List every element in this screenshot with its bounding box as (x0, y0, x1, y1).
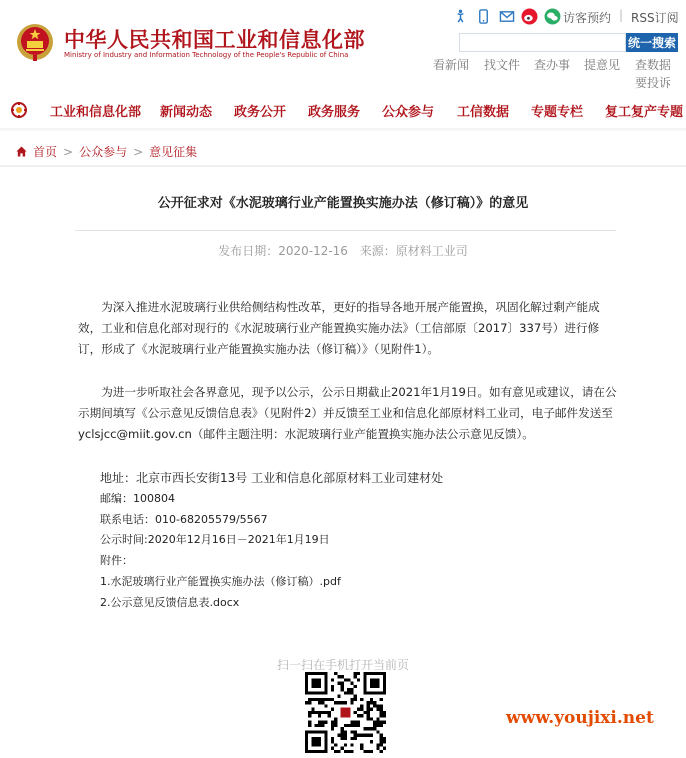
nav-item-topics[interactable]: 专题专栏 (531, 105, 584, 120)
qr-code-icon (305, 672, 386, 753)
attachment-link-1[interactable]: 1.水泥玻璃行业产能置换实施办法（修订稿）.pdf (100, 575, 341, 588)
breadcrumb-public-participation[interactable]: 公众参与 (79, 145, 128, 159)
quick-link-news[interactable]: 看新闻 (433, 58, 470, 72)
quick-link-feedback[interactable]: 提意见 (584, 58, 621, 72)
quick-link-data[interactable]: 查数据 (635, 58, 672, 72)
watermark-text: www.youjixi.net (506, 708, 654, 728)
article-title: 公开征求对《水泥玻璃行业产能置换实施办法（修订稿）》的意见 (157, 196, 529, 211)
nav-item-gov-affairs[interactable]: 政务公开 (234, 105, 287, 120)
article-paragraph: 为深入推进水泥玻璃行业供给侧结构性改革，更好的指导各地开展产能置换，巩固化解过剩产能成效，工业和信息化部对现行的《水泥玻璃行业产能置换实施办法》（工信部原〔2017〕337号）进行修订，形成了《水泥玻璃行业产能置换实施办法（修订稿）》（见附件1）。 (78, 300, 600, 356)
article-source: 来源：原材料工业司 (359, 244, 468, 258)
nav-item-data[interactable]: 工信数据 (457, 105, 510, 120)
top-link-separator: | (619, 8, 624, 22)
article-paragraph: 为进一步听取社会各界意见，现予以公示，公示日期截止2021年1月19日。如有意见或建议，请在公示期间填写《公示意见反馈信息表》（见附件2）并反馈至工业和信息化部原材料工业司，电子邮件发送至yclsjcc@miit.gov.cn（邮件主题注明：水泥玻璃行业产能置换实施办法公示意见反馈）。 (78, 385, 617, 441)
title-divider (75, 230, 616, 231)
info-attachments-label: 附件： (100, 554, 133, 567)
nav-item-gov-services[interactable]: 政务服务 (308, 105, 361, 120)
accessibility-icon[interactable] (452, 8, 469, 25)
publish-date: 发布日期：2020-12-16 (218, 244, 348, 258)
weibo-icon[interactable] (521, 8, 538, 25)
home-icon[interactable] (16, 146, 27, 157)
mail-icon[interactable] (498, 8, 515, 25)
nav-item-public-participation[interactable]: 公众参与 (382, 105, 435, 120)
national-emblem-icon (16, 22, 54, 62)
nav-item-news[interactable]: 新闻动态 (160, 105, 213, 120)
rss-link[interactable]: RSS订阅 (631, 11, 679, 25)
info-period: 公示时间:2020年12月16日－2021年1月19日 (100, 533, 330, 546)
search-input[interactable] (459, 33, 626, 52)
breadcrumb-separator: > (133, 144, 144, 159)
breadcrumb-home[interactable]: 首页 (33, 145, 58, 159)
nav-item-resumption[interactable]: 复工复产专题 (605, 105, 684, 120)
top-toolbar (452, 8, 561, 25)
info-address: 地址：北京市西长安街13号 工业和信息化部原材料工业司建材处 (100, 471, 444, 485)
search-button[interactable]: 统一搜索 (626, 33, 678, 52)
breadcrumb-separator: > (63, 144, 74, 159)
site-name-cn[interactable]: 中华人民共和国工业和信息化部 (64, 28, 365, 52)
nav-logo-icon[interactable] (10, 101, 28, 119)
wechat-icon[interactable] (544, 8, 561, 25)
visitor-appointment-link[interactable]: 访客预约 (563, 11, 612, 25)
breadcrumb-solicitation[interactable]: 意见征集 (149, 145, 198, 159)
info-postcode: 邮编：100804 (100, 492, 175, 505)
quick-link-services[interactable]: 查办事 (534, 58, 571, 72)
breadcrumb-divider (0, 165, 686, 167)
attachment-link-2[interactable]: 2.公示意见反馈信息表.docx (100, 596, 240, 609)
quick-link-files[interactable]: 找文件 (484, 58, 521, 72)
mobile-icon[interactable] (475, 8, 492, 25)
nav-divider (0, 128, 686, 131)
quick-link-complaint[interactable]: 要投诉 (635, 76, 672, 90)
breadcrumb (16, 143, 197, 160)
article-meta (0, 242, 686, 259)
nav-item-miit[interactable]: 工业和信息化部 (50, 105, 142, 120)
site-name-en: Ministry of Industry and Information Technology of the People's Republic of China (64, 51, 349, 59)
info-phone: 联系电话：010-68205579/5567 (100, 513, 268, 526)
qr-caption: 扫一扫在手机打开当前页 (276, 658, 409, 672)
